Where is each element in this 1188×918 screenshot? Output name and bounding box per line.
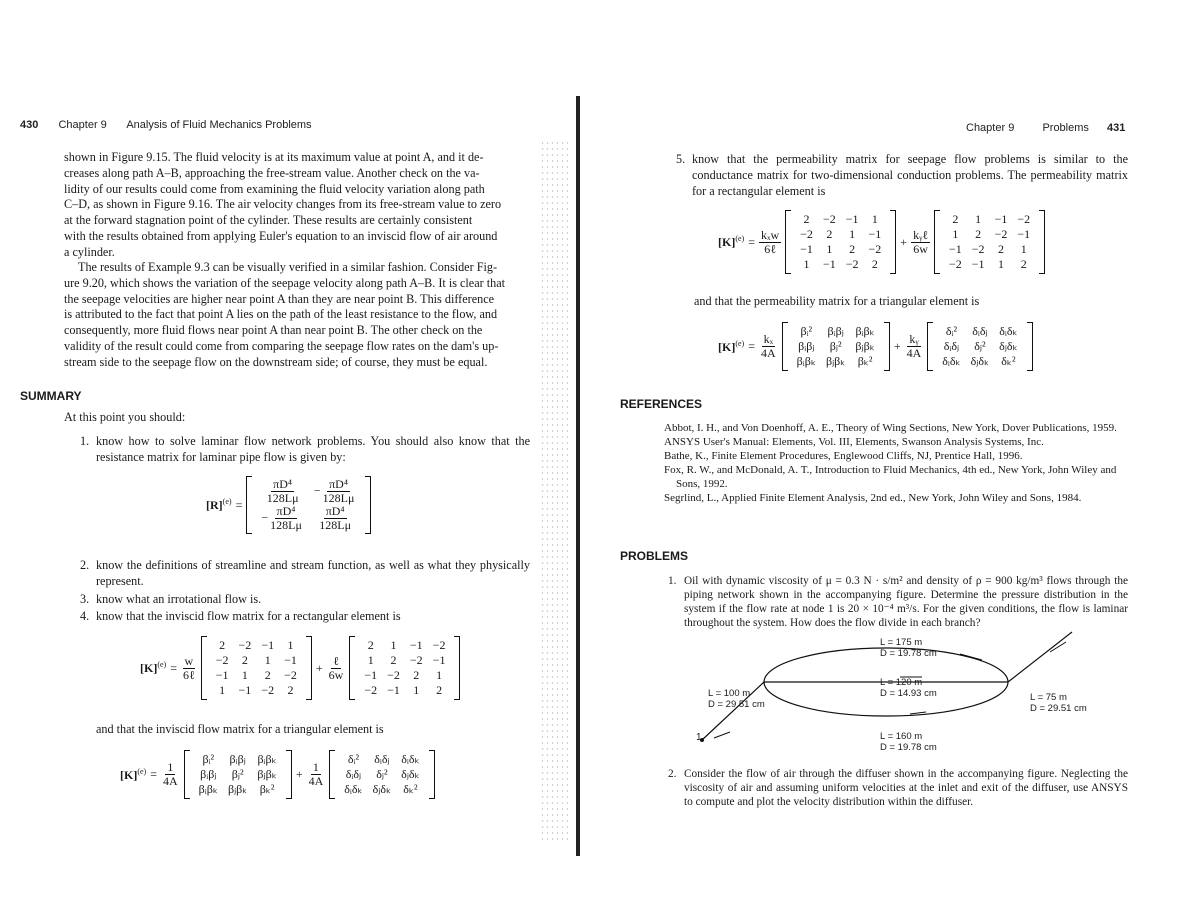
top-branch-label: L = 175 m D = 19.78 cm [880,637,937,659]
matrix-symbol: $[R]^{(e)}$ [206,497,232,512]
example-paragraph [64,260,529,371]
left-chapter-title: Analysis of Fluid Mechanics Problems [126,119,312,131]
bottom-flow-arrow [910,712,926,714]
summary-heading: SUMMARY [20,389,82,403]
node-1-label: 1 [696,732,702,743]
summary-item-2 [80,558,530,590]
text-line: consequently, more fluid flows near point A than near point B. The other check on the [64,323,483,338]
left-page-header [20,119,312,131]
intro-paragraph [64,150,529,261]
item-text: know the definitions of streamline and stream function, as well as what they physically represent. [96,558,530,588]
text-line: shown in Figure 9.15. The fluid velocity is at its maximum value at point A, and it de- [64,150,484,164]
summary-item-4 [80,609,530,625]
text-line: is attributed to the fact that point A lies on the path of the least resistance to the flow, and [64,307,498,322]
book-spine [576,96,580,856]
permeability-tri-equation: $[K]^{(e)}$ = $\frac{\text{kₓ}}{4A}$ βᵢ² βᵢβⱼ βᵢβₖ βᵢβⱼ βⱼ² βⱼβₖ βᵢβₖ βⱼβₖ βₖ² + $\frac{\text{kᵧ}}{4A}$ δᵢ² δᵢδⱼ δᵢδₖ δᵢδⱼ δⱼ² δⱼδₖ δᵢδₖ δⱼδₖ δₖ² [718,322,1033,371]
summary-intro: At this point you should: [64,410,186,424]
text-line: ure 9.20, which shows the variation of the seepage velocity along path A–B. It is clear that [64,275,505,290]
text-line: stream side to the seepage flow on the downstream side; of course, they must be equal. [64,354,488,369]
references-list [664,421,1128,505]
reference-item: Bathe, K., Finite Element Procedures, Englewood Cliffs, NJ, Prentice Hall, 1996. [664,450,1023,462]
permeability-tri-matrix-delta: δᵢ² δᵢδⱼ δᵢδₖ δᵢδⱼ δⱼ² δⱼδₖ δᵢδₖ δⱼδₖ δₖ² [927,322,1032,371]
right-chapter-label: Chapter 9 [966,122,1015,134]
item-number: 4. [80,609,90,623]
item-number: 1. [668,575,677,587]
right-page-header [966,122,1125,134]
item-number: 2. [668,768,677,780]
text-line: a cylinder. [64,244,115,259]
inviscid-rect-matrix-1: 2 −2 −1 1 −2 2 1 −1 −1 1 2 −2 1 −1 −2 2 [201,636,312,700]
text-line: the seepage velocities are higher near point A than they are near point B. This difference [64,291,495,306]
text-line: C–D, as shown in Figure 9.16. The air velocity changes from its free-stream value to zero [64,197,502,212]
resistance-matrix-equation: $[R]^{(e)}$ = $\frac{\text{πD⁴}}{128L\mu}$ − $\frac{\text{πD⁴}}{128L\mu}$ − $\frac{\text{πD⁴}}{128L\mu}$ $\frac{\text{πD⁴}}{128L\mu}$ [206,476,371,534]
inviscid-tri-matrix-beta: βᵢ² βᵢβⱼ βᵢβₖ βᵢβⱼ βⱼ² βⱼβₖ βᵢβₖ βⱼβₖ βₖ² [184,750,292,799]
summary-item-1 [80,434,530,466]
permeability-rect-matrix-2: 2 1 −1 −2 1 2 −2 −1 −1 −2 2 1 −2 −1 1 2 [934,210,1045,274]
gutter-shadow [540,140,570,840]
right-section-label: Problems [1042,122,1089,134]
text-line: lidity of our results could come from examining the fluid velocity variation along path [64,181,485,196]
item-number: 5. [676,152,686,166]
item-text: know that the inviscid flow matrix for a rectangular element is [96,609,401,623]
reference-item: ANSYS User's Manual: Elements, Vol. III, Elements, Swanson Analysis Systems, Inc. [664,436,1044,448]
left-page-number: 430 [20,119,39,131]
text-line: validity of the result could come from comparing the seepage flow rates on the dam's up- [64,338,499,353]
inviscid-tri-matrix-delta: δᵢ² δᵢδⱼ δᵢδₖ δᵢδⱼ δⱼ² δⱼδₖ δᵢδₖ δⱼδₖ δₖ² [329,750,434,799]
problem-1 [668,574,1128,630]
references-heading: REFERENCES [620,397,703,411]
reference-item: Fox, R. W., and McDonald, A. T., Introduction to Fluid Mechanics, 4th ed., New York, John Wiley and Sons, 1992. [664,464,1117,490]
outlet-pipe-label: L = 75 m D = 29.51 cm [1030,692,1087,714]
inlet-pipe-label: L = 100 m D = 29.51 cm [708,688,765,710]
permeability-rect-equation: $[K]^{(e)}$ = $\frac{\text{kₓw}}{\text{6ℓ}}$ 2 −2 −1 1 −2 2 1 −1 −1 1 2 −2 1 −1 −2 2 + $\frac{\text{kᵧℓ}}{6w}$ 2 1 −1 −2 1 2 −2 −1 −1 −2 2 1 −2 −1 1 2 [718,210,1045,274]
item-number: 2. [80,558,90,572]
text-line: at the forward stagnation point of the cylinder. These results are certainly consistent [64,213,473,228]
summary-item-3 [80,592,530,608]
item-text: Consider the flow of air through the diffuser shown in the accompanying figure. Neglecting the viscosity of air and assuming uniform velocities at the inlet and exit of the diffuser, use ANSYS to compute and plot the velocity distribution within the diffuser. [684,768,1128,808]
permeability-tri-matrix-beta: βᵢ² βᵢβⱼ βᵢβₖ βᵢβⱼ βⱼ² βⱼβₖ βᵢβₖ βⱼβₖ βₖ² [782,322,890,371]
item-text: know how to solve laminar flow network problems. You should also know that the resistance matrix for laminar pipe flow is given by: [96,434,530,464]
reference-item: Abbot, I. H., and Von Doenhoff, A. E., Theory of Wing Sections, New York, Dover Publications, 1959. [664,422,1117,434]
resistance-matrix: $\frac{\text{πD⁴}}{128L\mu}$ − $\frac{\text{πD⁴}}{128L\mu}$ − $\frac{\text{πD⁴}}{128L\mu}$ $\frac{\text{πD⁴}}{128L\mu}$ [246,476,371,534]
problems-heading: PROBLEMS [620,549,689,563]
text-line: creases along path A–B, approaching the free-stream value. Another check on the va- [64,165,480,180]
item-number: 1. [80,434,90,448]
bottom-branch-label: L = 160 m D = 19.78 cm [880,731,937,753]
summary-item-5 [676,152,1128,199]
left-chapter-label: Chapter 9 [58,119,107,131]
item-number: 3. [80,592,90,606]
item-text: Oil with dynamic viscosity of μ = 0.3 N · s/m² and density of ρ = 900 kg/m³ flows through the piping network shown in the accompanying figure. Determine the pressure distribution in the system if the flow rate at node 1 is 20 × 10⁻⁴ m³/s. For the given conditions, the flow is laminar throughout the system. How does the flow divide in each branch? [684,575,1128,629]
middle-branch-label: L = 120 m D = 14.93 cm [880,677,937,699]
problem-2 [668,767,1128,809]
inlet-arrow [714,732,730,738]
inviscid-tri-equation: $[K]^{(e)}$ = $\frac{1}{4A}$ βᵢ² βᵢβⱼ βᵢβₖ βᵢβⱼ βⱼ² βⱼβₖ βᵢβₖ βⱼβₖ βₖ² + $\frac{1}{4A}$ δᵢ² δᵢδⱼ δᵢδₖ δᵢδⱼ δⱼ² δⱼδₖ δᵢδₖ δⱼδₖ δₖ² [120,750,435,799]
item-text: know what an irrotational flow is. [96,592,262,606]
permeability-rect-matrix-1: 2 −2 −1 1 −2 2 1 −1 −1 1 2 −2 1 −1 −2 2 [785,210,896,274]
permeability-tri-intro: and that the permeability matrix for a triangular element is [694,294,980,308]
inviscid-rect-matrix-2: 2 1 −1 −2 1 2 −2 −1 −1 −2 2 1 −2 −1 1 2 [349,636,460,700]
text-line: with the results obtained from applying Euler's equation to an inviscid flow of air around [64,228,498,243]
inviscid-tri-intro: and that the inviscid flow matrix for a triangular element is [96,722,384,736]
pipe-outlet [1008,632,1072,682]
right-page-number: 431 [1107,122,1126,134]
inviscid-rect-equation: $[K]^{(e)}$ = $\frac{w}{\text{6ℓ}}$ 2 −2 −1 1 −2 2 1 −1 −1 1 2 −2 1 −1 −2 2 + $\frac{\text{ℓ}}{6w}$ 2 1 −1 −2 1 2 −2 −1 −1 −2 2 1 −2 −1 1 2 [140,636,460,700]
reference-item: Segrlind, L., Applied Finite Element Analysis, 2nd ed., New York, John Wiley and Sons, 1984. [664,492,1082,504]
item-text: know that the permeability matrix for seepage flow problems is similar to the conductance matrix for two-dimensional conduction problems. The permeability matrix for a rectangular element is [692,152,1128,198]
text-line: The results of Example 9.3 can be visually verified in a similar fashion. Consider Fig- [78,260,498,274]
top-flow-arrow [960,654,982,660]
